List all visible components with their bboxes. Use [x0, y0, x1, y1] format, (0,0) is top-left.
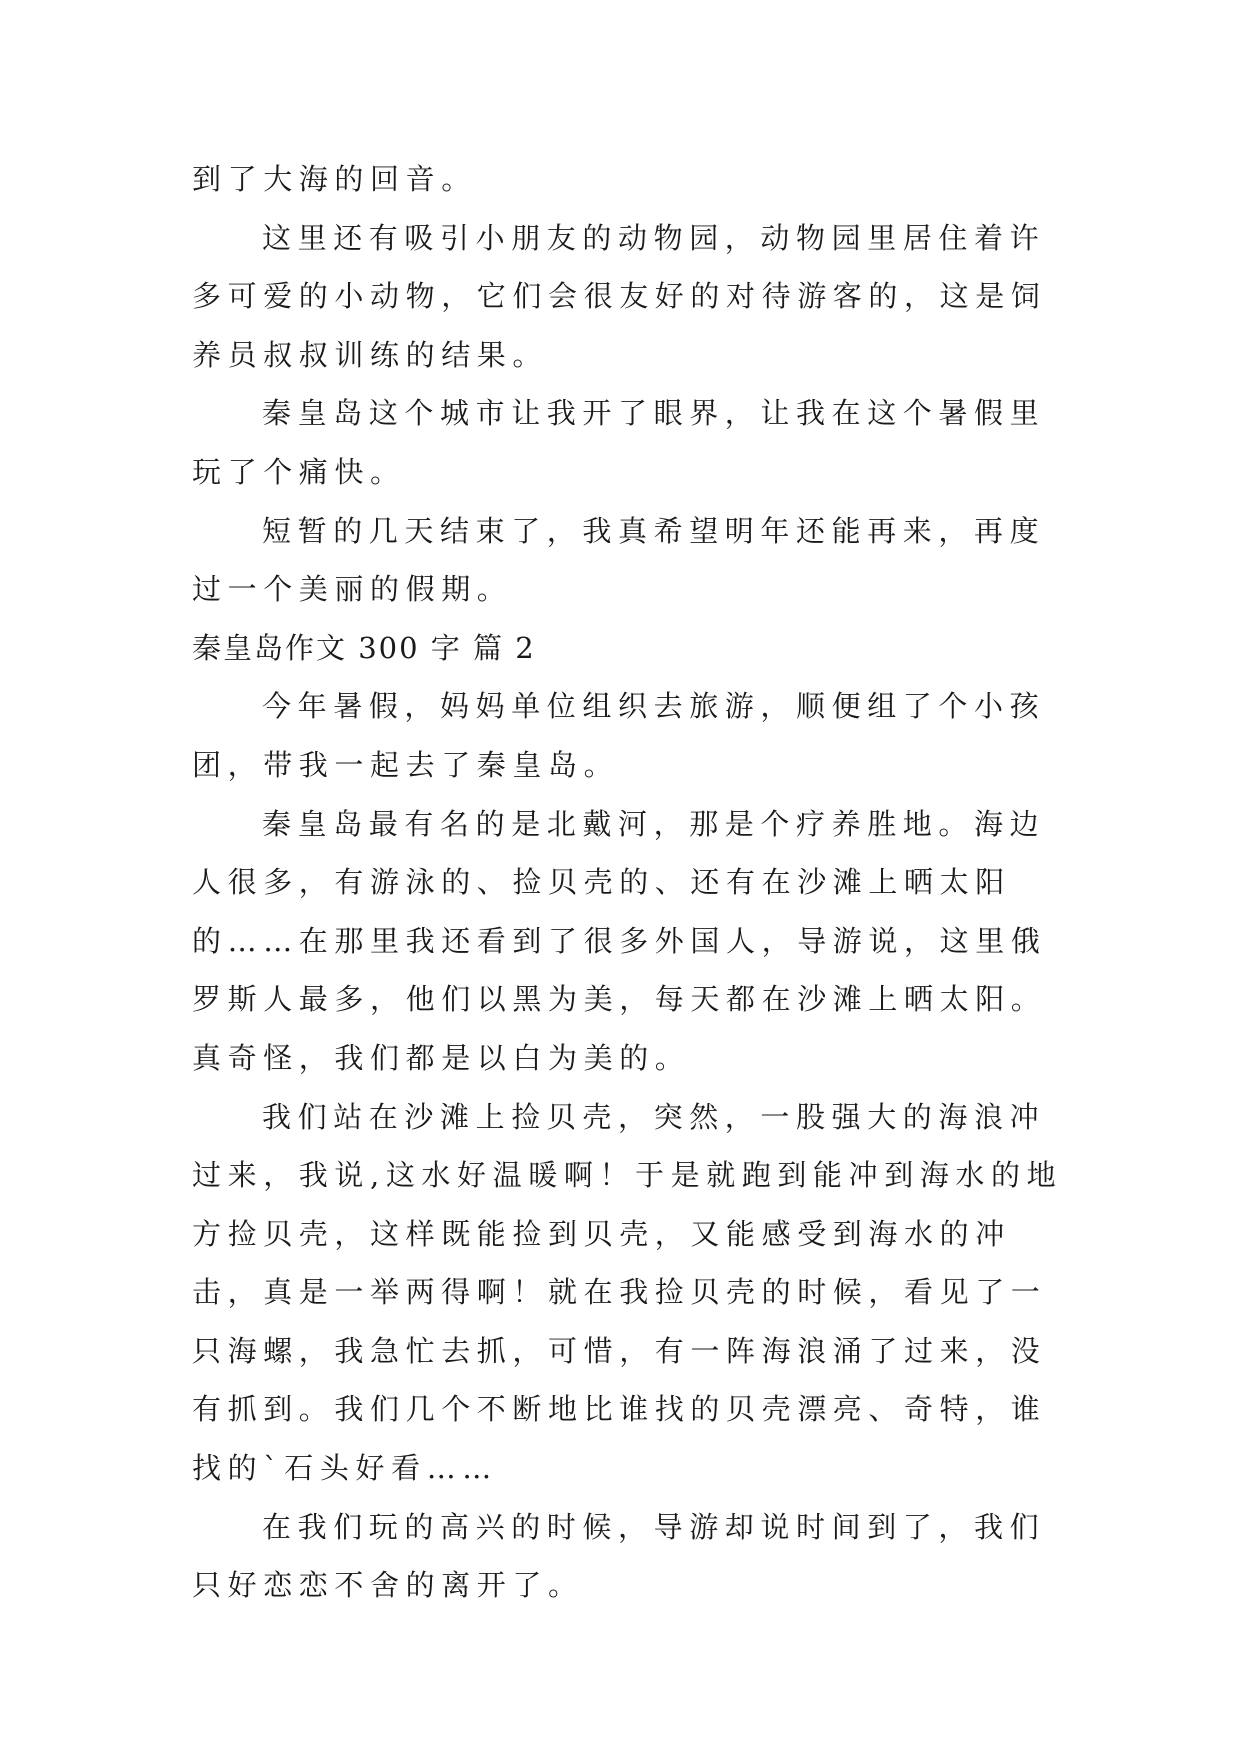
paragraph-continuation: 到了大海的回音。 — [192, 162, 477, 196]
paragraph-zoo: 这里还有吸引小朋友的动物园，动物园里居住着许多可爱的小动物，它们会很友好的对待游客的，这是饲养员叔叔训练的结果。 — [192, 220, 1047, 372]
paragraph-shells: 我们站在沙滩上捡贝壳，突然，一股强大的海浪冲过来，我说,这水好温暖啊！于是就跑到能冲到海水的地方捡贝壳，这样既能捡到贝壳，又能感受到海水的冲击，真是一举两得啊！就在我捡贝壳的时候，看见了一只海螺，我急忙去抓，可惜，有一阵海浪涌了过来，没有抓到。我们几个不断地比谁找的贝壳漂亮、奇特，谁找的`石头好看…… — [192, 1099, 1063, 1486]
paragraph-ending: 短暂的几天结束了，我真希望明年还能再来，再度过一个美丽的假期。 — [192, 513, 1046, 607]
paragraph-beidaihe: 秦皇岛最有名的是北戴河，那是个疗养胜地。海边人很多，有游泳的、捡贝壳的、还有在沙滩上晒太阳的……在那里我还看到了很多外国人，导游说，这里俄罗斯人最多，他们以黑为美，每天都在沙滩上晒太阳。真奇怪，我们都是以白为美的。 — [192, 806, 1047, 1075]
section-heading: 秦皇岛作文 300 字 篇 2 — [192, 630, 536, 665]
document-body — [192, 150, 1072, 1615]
paragraph-leaving: 在我们玩的高兴的时候，导游却说时间到了，我们只好恋恋不舍的离开了。 — [192, 1509, 1046, 1603]
paragraph-trip: 今年暑假，妈妈单位组织去旅游，顺便组了个小孩团，带我一起去了秦皇岛。 — [192, 689, 1046, 782]
paragraph-city: 秦皇岛这个城市让我开了眼界，让我在这个暑假里玩了个痛快。 — [192, 396, 1046, 489]
